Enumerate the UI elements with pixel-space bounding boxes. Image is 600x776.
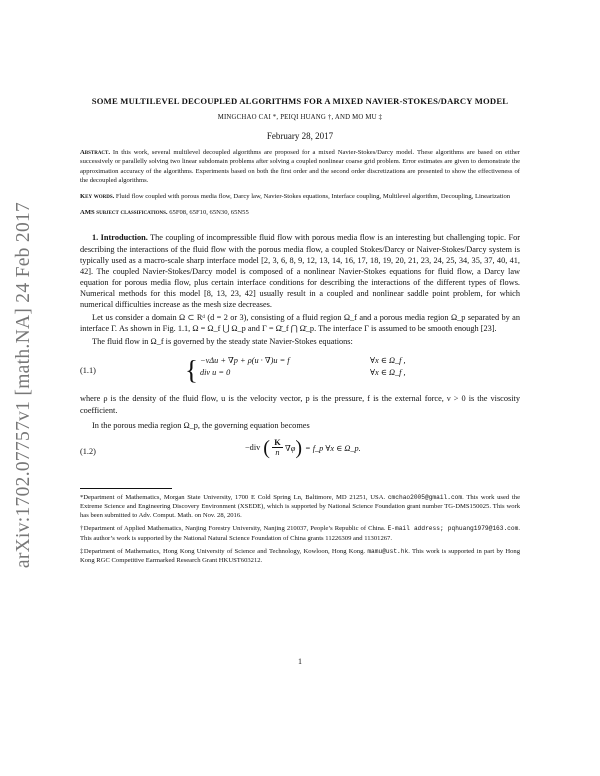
abstract-label: Abstract. <box>80 149 111 156</box>
footnote-3-email[interactable]: mamu@ust.hk <box>367 547 409 555</box>
equation-1-1 <box>80 353 520 393</box>
paper-date: February 28, 2017 <box>266 131 334 141</box>
footnote-3-rest: . This work is supported in part by Hong Kong RGC Competitive Earmarked Research Grant HKUST603212. <box>80 547 520 564</box>
fraction-numerator: K <box>274 438 281 448</box>
intro-paragraph-5: In the porous media region Ω_p, the governing equation becomes <box>92 420 310 430</box>
ams-classifications <box>80 209 520 216</box>
footnote-2-rest: . This author’s work is supported by the National Natural Science Foundation of China grants 11226309 and 11301267. <box>80 525 520 542</box>
author-list: MINGCHAO CAI *, PEIQI HUANG †, AND MO MU ‡ <box>217 114 383 121</box>
footnote-3-text: ‡Department of Mathematics, Hong Kong University of Science and Technology, Kowloon, Hong Kong. <box>80 547 366 555</box>
intro-paragraph-3: The fluid flow in Ω_f is governed by the steady state Navier-Stokes equations: <box>92 337 353 347</box>
equation-system <box>185 355 406 385</box>
eq2-prefix: −div <box>245 443 261 453</box>
arxiv-sidebar-stamp <box>10 150 38 620</box>
intro-paragraph-2: Let us consider a domain Ω ⊂ Rᵈ (d = 2 or 3), consisting of a fluid region Ω_f and a porous media region Ω_p separated by an interface Γ. As shown in Fig. 1.1, Ω = Ω_f ⋃ Ω_p and Γ = Ω̄_f ⋂ Ω̄_p. The interface Γ is assumed to be smooth enough [23]. <box>80 313 520 334</box>
intro-p1-text: The coupling of incompressible fluid flow with porous media flow is an interesting but challenging topic. For describing the interactions of the fluid flow with the porous media flow, a coupled Stokes/Darcy or Naiver-Stokes/Darcy system is typically used as a macro-scale sharp interface model [2, 3, 6, 8, 9, 12, 13, 14, 16, 17, 18, 19, 20, 21, 23, 24, 25, 34, 35, 37, 40, 41, 42]. The coupled Navier-Stokes/Darcy model is composed of a nonlinear Navier-Stokes equations for fluid flow, a Darcy law equation for porous media flow, plus certain interface conditions for describing the interactions of the different types of flows. Numerical methods for this model [8, 13, 23, 42] usually result in a coupled and nonlinear saddle point problem, for which numerical difficulties increase as the mesh size decreases. <box>80 233 520 310</box>
page-number: 1 <box>298 657 302 666</box>
eq1-row1-rhs: ∀x ∈ Ω_f , <box>369 356 406 366</box>
footnote-rule <box>80 488 172 489</box>
right-paren: ) <box>295 436 303 459</box>
keywords-label: Key words. <box>80 193 115 201</box>
fraction-denominator: n <box>275 448 280 458</box>
footnote-3 <box>80 547 520 565</box>
intro-paragraph-4: where ρ is the density of the fluid flow, u is the velocity vector, p is the pressure, f is the external force, ν > 0 is the viscosity coefficient. <box>80 394 520 415</box>
footnote-1-email[interactable]: cmchao2005@gmail.com <box>387 493 463 501</box>
arxiv-id-text: arXiv:1702.07757v1 [math.NA] 24 Feb 2017 <box>13 201 34 569</box>
paper-page <box>80 95 521 666</box>
paper-title: SOME MULTILEVEL DECOUPLED ALGORITHMS FOR A MIXED NAVIER-STOKES/DARCY MODEL <box>91 96 509 106</box>
footnote-1-text: *Department of Mathematics, Morgan State University, 1700 E Cold Spring Ln, Baltimore, MD 21251, USA. <box>80 493 386 501</box>
abstract-text: In this work, several multilevel decoupled algorithms are proposed for a mixed Navier-Stokes/Darcy model. These algorithms are based on either successively or parallelly solving two linear subdomain problems after solving a coupled nonlinear coarse grid problem. Error estimates are given to demonstrate the approximation accuracy of the algorithms. Experiments based on both the first order and the second order discretizations are presented to show the effectiveness of the decoupled algorithms. <box>80 149 521 184</box>
left-paren: ( <box>263 436 270 459</box>
fraction <box>272 438 283 457</box>
eq1-row2-rhs: ∀x ∈ Ω_f , <box>369 368 406 378</box>
equation-number: (1.2) <box>80 446 96 456</box>
equation-number: (1.1) <box>80 366 96 376</box>
footnote-1 <box>80 493 520 521</box>
left-brace: { <box>185 355 198 386</box>
intro-paragraph-1 <box>80 232 520 310</box>
footnote-1-rest: . This work used the Extreme Science and Engineering Discovery Environment (XSEDE), which is supported by National Science Foundation grant number TG-DMS150025. This work has been submitted to Adv. Comput. Math. on Nov. 28, 2016. <box>80 493 520 520</box>
equation-1-2 <box>80 436 520 468</box>
eq2-gradient: ∇φ <box>284 443 296 453</box>
eq1-row1-lhs: −νΔu + ∇p + ρ(u · ∇)u = f <box>199 356 290 366</box>
ams-text: 65F08, 65F10, 65N30, 65N55 <box>169 209 249 217</box>
ams-label: AMS subject classifications. <box>80 209 168 217</box>
eq2-rhs: = f_p ∀x ∈ Ω_p. <box>305 443 361 453</box>
eq1-row2-lhs: div u = 0 <box>199 368 231 378</box>
keywords <box>80 192 520 201</box>
abstract <box>80 148 520 185</box>
equation-expression <box>245 438 361 458</box>
footnote-2-text: †Department of Applied Mathematics, Nanjing Forestry University, Nanjing 210037, People’s Republic of China. <box>80 525 386 533</box>
section-heading: 1. Introduction. <box>92 233 148 243</box>
footnote-2-email[interactable]: E-mail address; pqhuang1979@163.com <box>387 525 519 533</box>
keywords-text: Fluid flow coupled with porous media flow, Darcy law, Navier-Stokes equations, Interface coupling, Multilevel algorithm, Decoupling, Linearization <box>115 193 511 201</box>
footnote-2 <box>80 524 520 542</box>
